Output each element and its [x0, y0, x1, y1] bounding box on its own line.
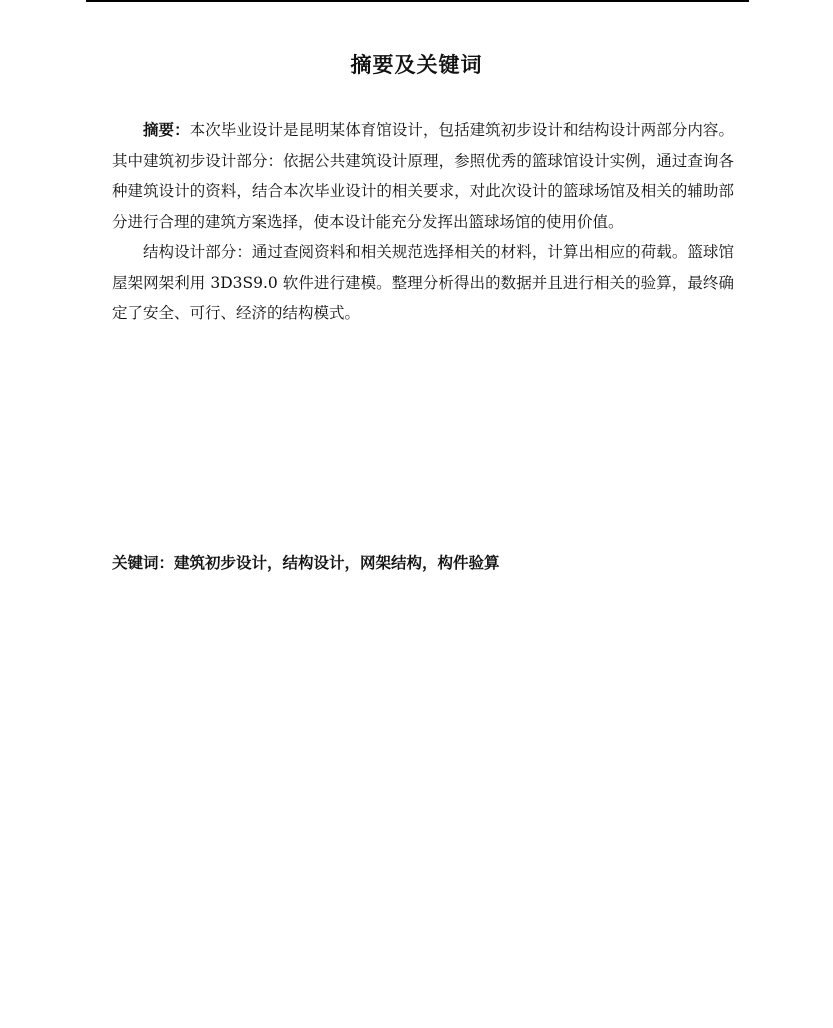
- keywords-label: 关键词：: [112, 554, 175, 572]
- abstract-section: [112, 115, 734, 329]
- abstract-paragraph-1-text: 本次毕业设计是昆明某体育馆设计，包括建筑初步设计和结构设计两部分内容。其中建筑初步设计部分：依据公共建筑设计原理，参照优秀的篮球馆设计实例，通过查询各种建筑设计的资料，结合本次毕业设计的相关要求，对此次设计的篮球场馆及相关的辅助部分进行合理的建筑方案选择，使本设计能充分发挥出篮球场馆的使用价值。: [112, 121, 734, 231]
- abstract-paragraph-1: [112, 115, 734, 237]
- abstract-label: 摘要：: [143, 121, 190, 139]
- abstract-paragraph-2: 结构设计部分：通过查阅资料和相关规范选择相关的材料，计算出相应的荷载。篮球馆屋架网架利用 3D3S9.0 软件进行建模。整理分析得出的数据并且进行相关的验算，最终确定了安全、可行、经济的结构模式。: [112, 243, 734, 322]
- keywords-value: 建筑初步设计，结构设计，网架结构，构件验算: [174, 554, 500, 572]
- header-rule: [86, 0, 749, 2]
- keywords-section: [112, 549, 734, 577]
- page-title: 摘要及关键词: [350, 53, 483, 77]
